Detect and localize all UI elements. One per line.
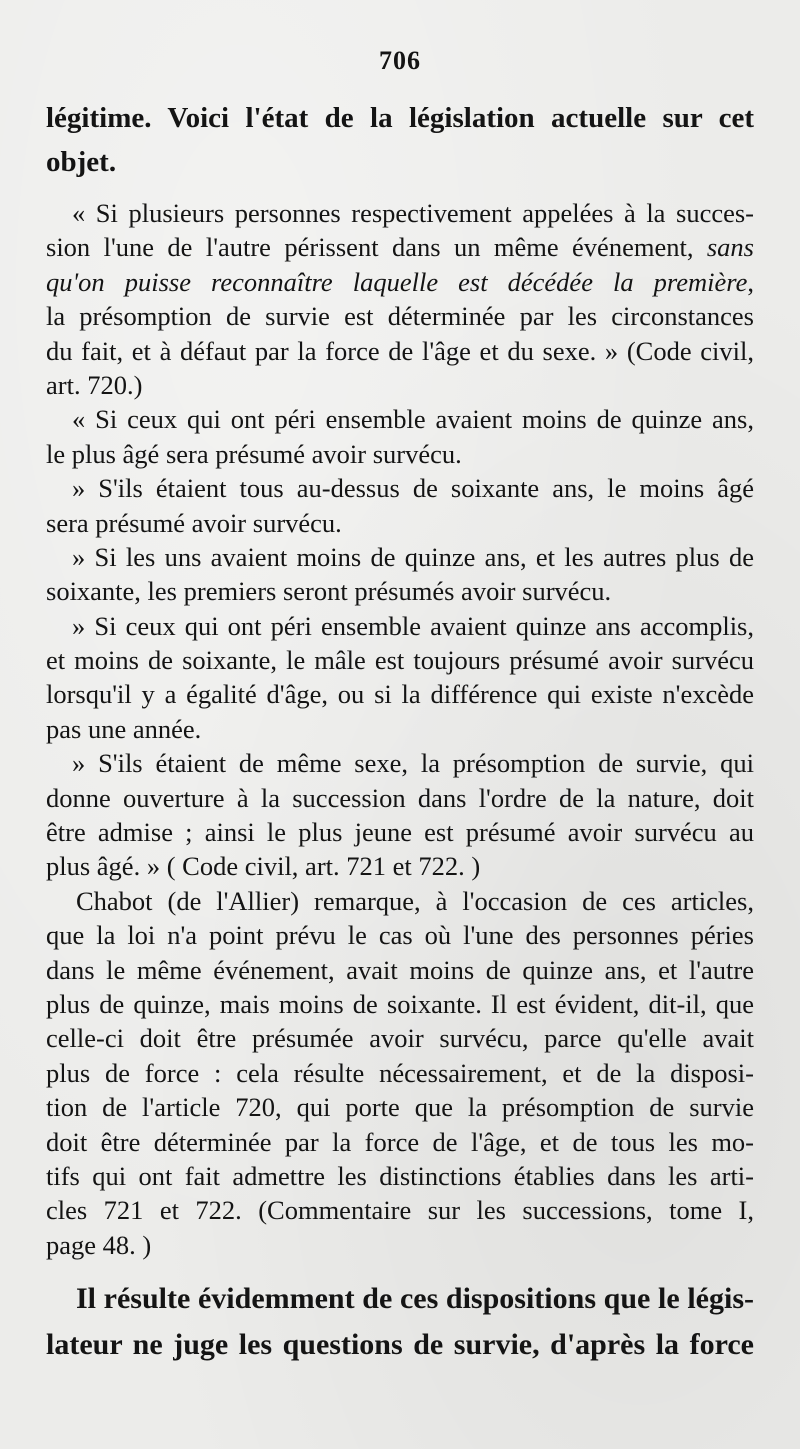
text-line: » Si les uns avaient moins de quinze ans, et les autres plus de — [72, 541, 754, 572]
text-line: soixante, les premiers seront présumés avoir survécu. — [46, 576, 612, 607]
civil-code-quotation — [46, 196, 754, 884]
text-line: être admise ; ainsi le plus jeune est présumé avoir survécu au — [46, 817, 754, 848]
text-line: le plus âgé sera présumé avoir survécu. — [46, 438, 462, 469]
text-line: plus de force : cela résulte nécessairement, et de la disposi- — [46, 1057, 754, 1088]
text-line: légitime. Voici l'état de la législation actuelle sur cet — [46, 102, 754, 134]
lead-paragraph — [46, 96, 754, 184]
text-line: lorsqu'il y a égalité d'âge, ou si la différence qui existe n'excède — [46, 679, 754, 710]
text-line: » S'ils étaient tous au-dessus de soixante ans, le moins âgé — [72, 473, 754, 504]
text-line: qu'on puisse reconnaître laquelle est décédée la première, — [46, 266, 754, 297]
text-line: celle-ci doit être présumée avoir survécu, parce qu'elle avait — [46, 1023, 754, 1054]
text-line: pas une année. — [46, 713, 202, 744]
text-line: sera présumé avoir survécu. — [46, 507, 342, 538]
text-line: plus de quinze, mais moins de soixante. Il est évident, dit-il, que — [46, 988, 754, 1019]
text-line: cles 721 et 722. (Commentaire sur les successions, tome I, — [46, 1195, 754, 1226]
text-line: et moins de soixante, le mâle est toujours présumé avoir survécu — [46, 645, 754, 676]
text-line: sion l'une de l'autre périssent dans un même événement, sans — [46, 232, 754, 263]
closing-paragraph — [46, 1276, 754, 1368]
text-line: la présomption de survie est déterminée par les circonstances — [46, 301, 754, 332]
text-line: doit être déterminée par la force de l'âge, et de tous les mo- — [46, 1126, 754, 1157]
text-line: « Si ceux qui ont péri ensemble avaient moins de quinze ans, — [72, 404, 754, 435]
text-line: que la loi n'a point prévu le cas où l'une des personnes péries — [46, 920, 754, 951]
text-line: plus âgé. » ( Code civil, art. 721 et 722. ) — [46, 851, 481, 882]
text-line: art. 720.) — [46, 369, 143, 400]
page-body — [46, 96, 754, 1368]
text-line: » S'ils étaient de même sexe, la présomption de survie, qui — [72, 748, 754, 779]
text-line: objet. — [46, 146, 117, 178]
text-line: du fait, et à défaut par la force de l'âge et du sexe. » (Code civil, — [46, 335, 754, 366]
text-line: » Si ceux qui ont péri ensemble avaient quinze ans accomplis, — [72, 610, 754, 641]
text-line: tifs qui ont fait admettre les distinctions établies dans les arti- — [46, 1160, 754, 1191]
text-line: « Si plusieurs personnes respectivement appelées à la succes- — [72, 198, 754, 228]
chabot-paragraph — [46, 884, 754, 1262]
text-line: Chabot (de l'Allier) remarque, à l'occasion de ces articles, — [76, 885, 754, 916]
text-line: page 48. ) — [46, 1229, 152, 1260]
text-line: Il résulte évidemment de ces dispositions que le légis- — [76, 1282, 754, 1316]
text-line: dans le même événement, avait moins de quinze ans, et l'autre — [46, 954, 754, 985]
text-line: lateur ne juge les questions de survie, d'après la force — [46, 1328, 754, 1362]
text-line: donne ouverture à la succession dans l'ordre de la nature, doit — [46, 782, 754, 813]
text-line: tion de l'article 720, qui porte que la présomption de survie — [46, 1092, 754, 1123]
page-number: 706 — [379, 46, 421, 75]
